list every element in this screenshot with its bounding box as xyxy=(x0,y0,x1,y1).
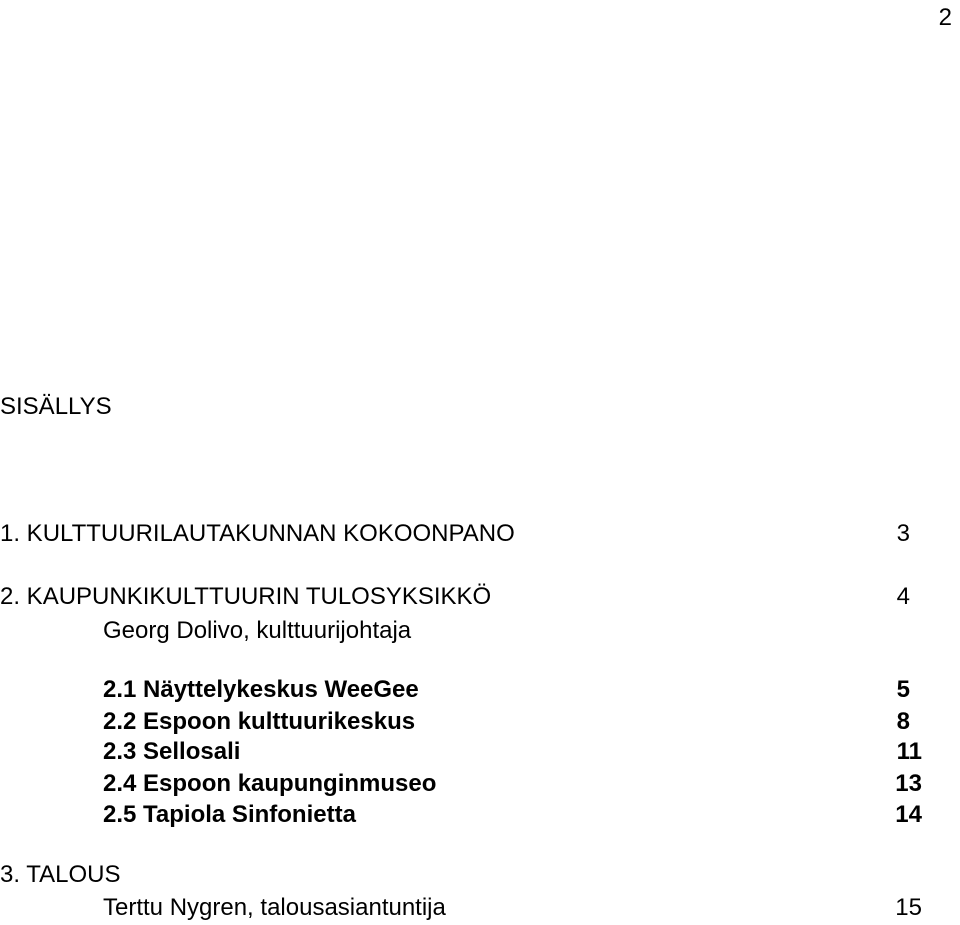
toc-subentry: 2.4 Espoon kaupunginmuseo xyxy=(103,770,437,797)
toc-subentry-page: 8 xyxy=(896,708,910,735)
toc-subentry: 2.2 Espoon kulttuurikeskus xyxy=(103,708,416,735)
toc-subentry: 2.1 Näyttelykeskus WeeGee xyxy=(103,676,419,703)
toc-subentry-page: 13 xyxy=(895,770,922,797)
toc-subentry-page: 5 xyxy=(896,676,910,703)
toc-entry-2: 2. KAUPUNKIKULTTUURIN TULOSYKSIKKÖ xyxy=(0,583,492,610)
toc-subentry-page: 11 xyxy=(896,738,922,765)
toc-entry-1-page: 3 xyxy=(896,520,910,547)
toc-entry-2-author: Georg Dolivo, kulttuurijohtaja xyxy=(103,617,412,644)
toc-subentry: 2.5 Tapiola Sinfonietta xyxy=(103,801,356,828)
toc-subentry: 2.3 Sellosali xyxy=(103,738,241,765)
toc-subentry-page: 14 xyxy=(895,801,922,828)
toc-entry-3-page: 15 xyxy=(895,894,922,921)
toc-entry-3: 3. TALOUS xyxy=(0,861,121,888)
toc-entry-2-page: 4 xyxy=(896,583,910,610)
toc-entry-1: 1. KULTTUURILAUTAKUNNAN KOKOONPANO xyxy=(0,520,515,547)
page-number: 2 xyxy=(938,4,952,31)
toc-heading: SISÄLLYS xyxy=(0,393,112,420)
toc-entry-3-author: Terttu Nygren, talousasiantuntija xyxy=(103,894,446,921)
